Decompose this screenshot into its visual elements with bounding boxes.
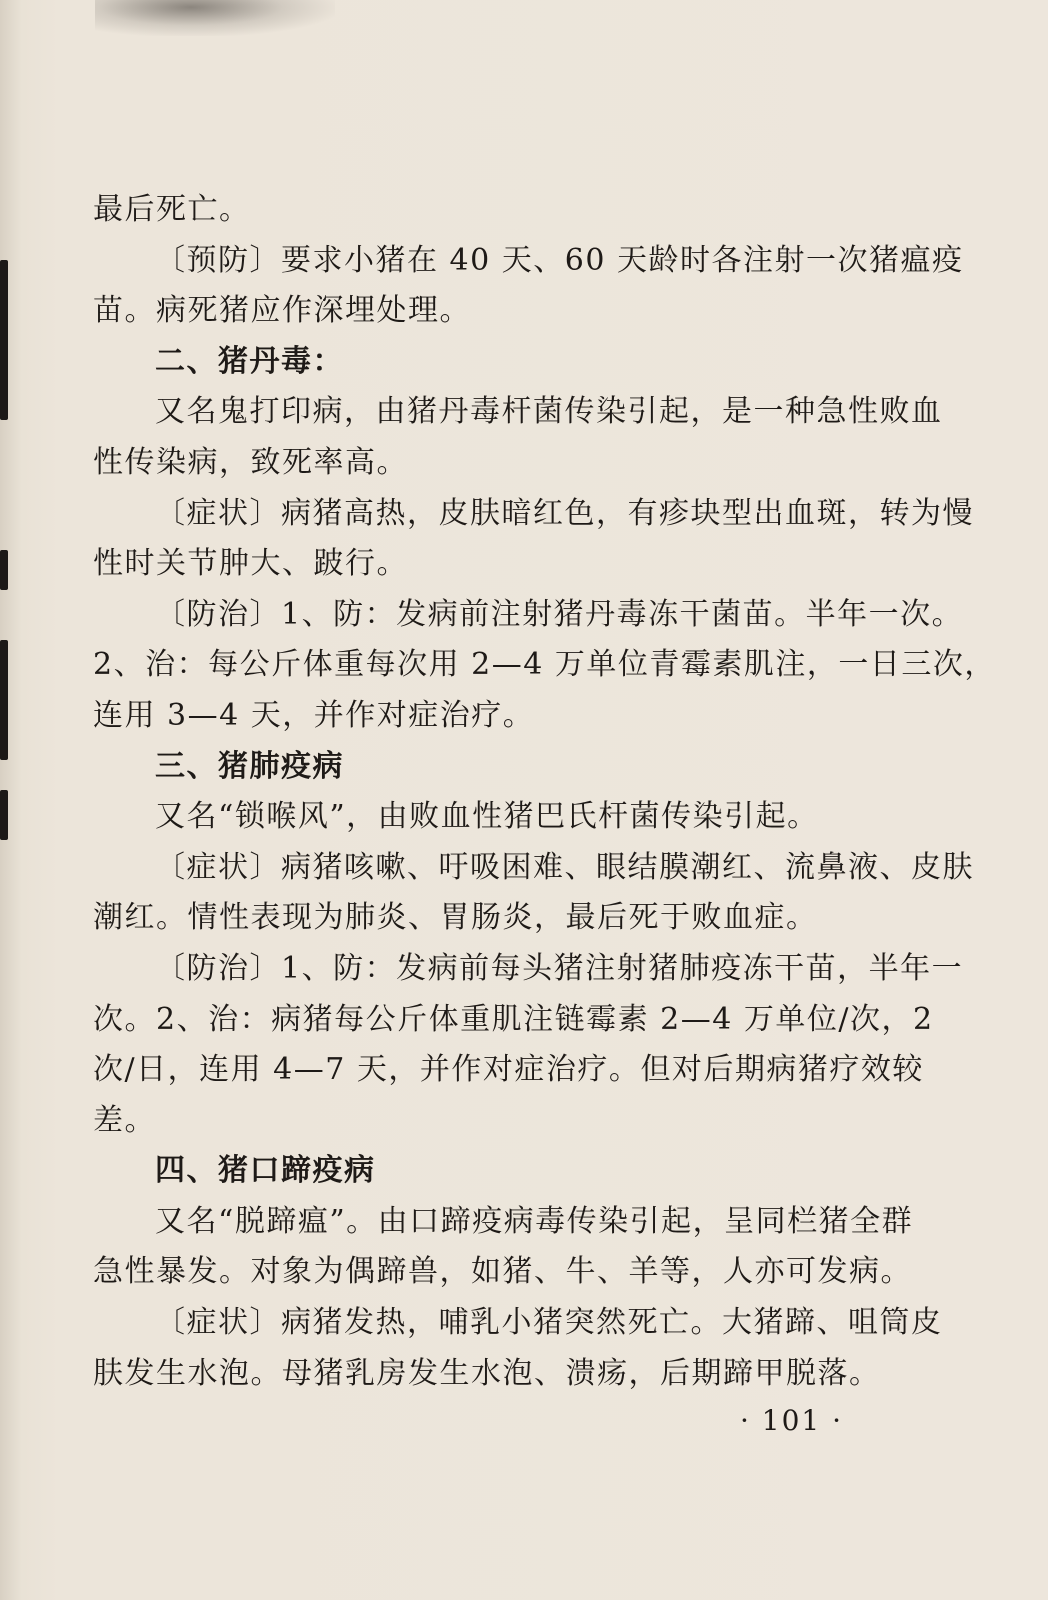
text-line: 性传染病，致死率高。 <box>93 444 408 480</box>
paragraph-start: 〔症状〕病猪发热，哺乳小猪突然死亡。大猪蹄、咀筒皮 <box>155 1305 943 1341</box>
page-number: · 101 · <box>740 1404 844 1437</box>
paragraph-start: 又名鬼打印病，由猪丹毒杆菌传染引起，是一种急性败血 <box>155 394 943 430</box>
section-heading: 二、猪丹毒： <box>155 343 344 379</box>
text-line: 最后死亡。 <box>93 192 251 227</box>
text-line: 差。 <box>93 1102 156 1138</box>
paragraph-start: 〔症状〕病猪咳嗽、吁吸困难、眼结膜潮红、流鼻液、皮肤 <box>155 849 974 885</box>
paragraph-start: 又名“锁喉风”，由败血性猪巴氏杆菌传染引起。 <box>155 799 819 835</box>
text-line: 潮红。情性表现为肺炎、胃肠炎，最后死于败血症。 <box>93 900 818 936</box>
binding-mark <box>0 640 8 760</box>
binding-mark <box>0 550 8 590</box>
paragraph-start: 又名“脱蹄瘟”。由口蹄疫病毒传染引起，呈同栏猪全群 <box>155 1203 914 1239</box>
text-line: 肤发生水泡。母猪乳房发生水泡、溃疡，后期蹄甲脱落。 <box>93 1355 881 1391</box>
text-line: 2、治：每公斤体重每次用 2—4 万单位青霉素肌注，一日三次， <box>93 647 996 683</box>
paragraph-start: 〔症状〕病猪高热，皮肤暗红色，有疹块型出血斑，转为慢 <box>155 495 974 531</box>
paragraph-start: 〔防治〕1、防：发病前每头猪注射猪肺疫冻干苗，半年一 <box>155 950 964 986</box>
section-heading: 四、猪口蹄疫病 <box>155 1153 376 1189</box>
scan-smudge <box>95 0 335 36</box>
text-line: 苗。病死猪应作深埋处理。 <box>93 293 471 329</box>
text-line: 次/日，连用 4—7 天，并作对症治疗。但对后期病猪疗效较 <box>93 1052 924 1088</box>
text-line: 连用 3—4 天，并作对症治疗。 <box>93 697 535 733</box>
paragraph-start: 〔防治〕1、防：发病前注射猪丹毒冻干菌苗。半年一次。 <box>155 596 964 632</box>
binding-mark <box>0 260 8 420</box>
text-line: 次。2、治：病猪每公斤体重肌注链霉素 2—4 万单位/次，2 <box>93 1001 934 1037</box>
body-text <box>93 185 996 1399</box>
section-heading: 三、猪肺疫病 <box>155 748 344 784</box>
binding-mark <box>0 790 8 840</box>
text-line: 性时关节肿大、跛行。 <box>93 546 408 582</box>
text-line: 急性暴发。对象为偶蹄兽，如猪、牛、羊等，人亦可发病。 <box>93 1254 912 1290</box>
paragraph-start: 〔预防〕要求小猪在 40 天、60 天龄时各注射一次猪瘟疫 <box>155 242 964 278</box>
